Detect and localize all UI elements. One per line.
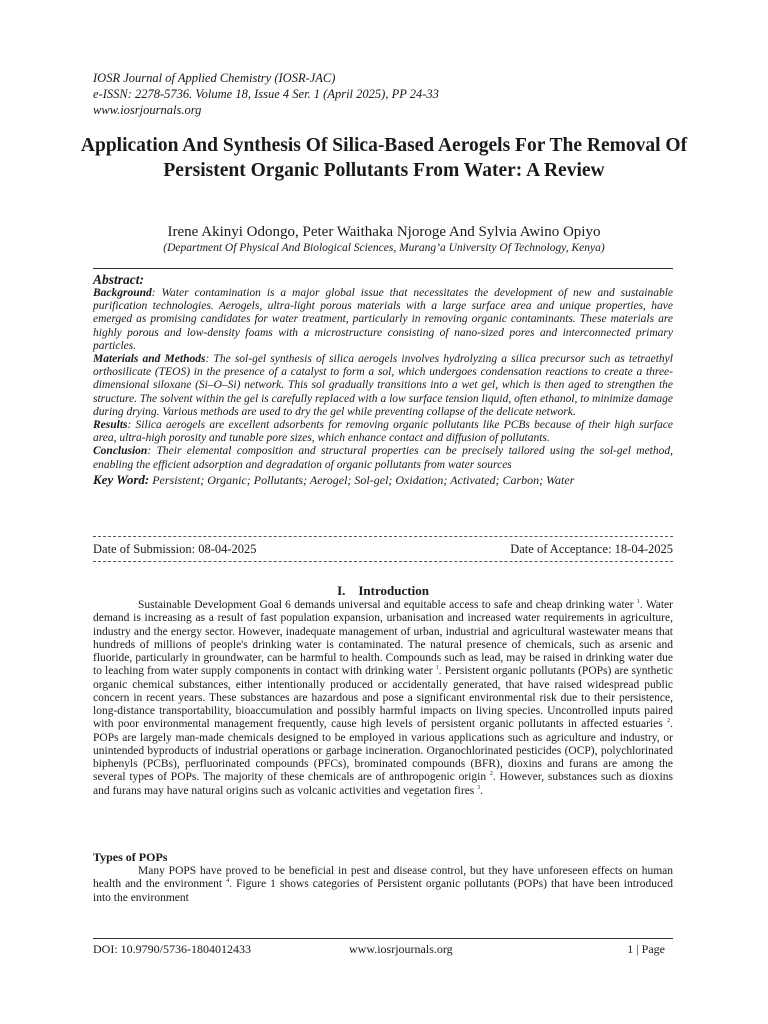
types-text-2: . Figure 1 shows categories of Persistent organic pollutants (POPs) that have been introduced into the environment <box>93 878 673 904</box>
methods-label: Materials and Methods <box>93 353 206 366</box>
types-paragraph <box>93 865 673 905</box>
journal-header <box>93 70 439 118</box>
journal-name: IOSR Journal of Applied Chemistry (IOSR-JAC) <box>93 71 336 85</box>
background-label: Background <box>93 287 152 299</box>
types-of-pops-body <box>93 865 673 905</box>
abstract-results <box>93 419 673 445</box>
keywords-label: Key Word: <box>93 471 150 487</box>
introduction-heading: I. Introduction <box>337 583 429 598</box>
citation-ref: 1 <box>636 599 640 606</box>
abstract-heading: Abstract: <box>93 272 145 287</box>
methods-text: : The sol-gel synthesis of silica aerogels involves hydrolyzing a silica precursor such as tetraethyl orthosilicate (TEOS) in the presence of a catalyst to form a sol, which undergoes condensation reactions to create a three-dimensional siloxane (Si–O–Si) network. This sol gradually transitions into a wet gel, which is then aged to strengthen the structure. The solvent within the gel is carefully replaced with a low surface tension liquid, often ethanol, to minimize damage during drying. Various methods are used to dry the gel while preventing collapse of the delicate network. <box>93 353 673 418</box>
abstract-background <box>93 287 673 353</box>
types-text-1: Many POPS have proved to be beneficial in pest and disease control, but they have unforeseen effects on human health and the environment <box>93 865 673 891</box>
dates-top-divider <box>93 536 673 537</box>
abstract-top-rule <box>93 268 673 269</box>
intro-text-3: . Persistent organic pollutants (POPs) are synthetic organic chemical substances, either intentionally produced or accidentally generated, that have raised widespread public concern in recent years. These substances are hazardous and pose a significant environmental risk due to their persistence, long-distance transportability, bioaccumulation and possibly harmful impacts on living species. Uncontrolled inputs paired with poor environmental management frequently, cause high levels of persistent organic pollutants in affected estuaries <box>93 665 673 731</box>
keywords-line <box>93 473 673 487</box>
background-text: : Water contamination is a major global issue that necessitates the development of new and sustainable purification technologies. Aerogels, ultra-light porous materials with a large surface area and unique properties, have emerged as promising candidates for water treatment, particularly in removing organic contaminants. These materials are highly porous and low-density foams with a microstructure consisting of nano-sized pores and interconnected primary particles. <box>93 287 673 352</box>
intro-text-4: . POPs are largely man-made chemicals designed to be employed in various applications such as agriculture and industry, or unintended byproducts of industrial operations or garbage incineration. Organochlorinated pesticides (OCP), polychlorinated biphenyls (PCBs), perfluorinated compounds (PFCs), brominated compounds (BFR), dioxins and furans are among the several types of POPs. The majority of these chemicals are of anthropogenic origin <box>93 718 673 784</box>
footer-rule <box>93 938 673 939</box>
citation-ref: 2 <box>489 771 493 778</box>
conclusion-label: Conclusion <box>93 445 148 458</box>
citation-ref: 3 <box>477 784 481 791</box>
dates-bottom-divider <box>93 561 673 562</box>
results-label: Results <box>93 419 128 432</box>
keywords-text: Persistent; Organic; Pollutants; Aerogel; Sol-gel; Oxidation; Activated; Carbon; Water <box>149 472 575 487</box>
paper-authors: Irene Akinyi Odongo, Peter Waithaka Njoroge And Sylvia Awino Opiyo <box>167 224 601 240</box>
page-number: 1 | Page <box>627 942 665 956</box>
conclusion-text: : Their elemental composition and structural properties can be precisely tailored using the sol-gel method, enabling the efficient adsorption and degradation of organic pollutants from water sources <box>93 445 673 471</box>
submission-date: Date of Submission: 08-04-2025 <box>93 542 257 556</box>
results-text: : Silica aerogels are excellent adsorbents for removing organic pollutants like PCBs because of their high surface area, ultra-high porosity and tunable pore sizes, which enhance contact and diffusion of pollutants. <box>93 419 673 445</box>
intro-text-5: . However, substances such as dioxins and furans may have natural origins such as volcanic activities and vegetation fires <box>93 771 673 797</box>
intro-text-6: . <box>480 784 484 797</box>
abstract-block <box>93 272 673 487</box>
citation-ref: 2 <box>667 718 671 725</box>
journal-issn: e-ISSN: 2278-5736. Volume 18, Issue 4 Ser. 1 (April 2025), PP 24-33 <box>93 87 439 101</box>
types-of-pops-heading: Types of POPs <box>93 850 168 864</box>
abstract-conclusion <box>93 445 673 471</box>
intro-text-2: . Water demand is increasing as a result of fast population expansion, urbanisation and increased water requirements in agriculture, industry and the energy sector. However, inadequate management of urban, industrial and agricultural wastewater means that hundreds of millions of people's drinking water is contaminated. The natural presence of chemicals, such as arsenic and fluoride, particularly in groundwater, can be harmful to health. Compounds such as lead, may be raised in drinking water due to leaching from water supply components in contact with drinking water <box>93 599 673 678</box>
paper-title: Application And Synthesis Of Silica-Based Aerogels For The Removal Of Persistent Organic Pollutants From Water: A Review <box>80 135 688 181</box>
footer-doi: DOI: 10.9790/5736-1804012433 <box>93 942 251 956</box>
journal-website: www.iosrjournals.org <box>93 103 202 117</box>
intro-text-1: Sustainable Development Goal 6 demands universal and equitable access to safe and cheap drinking water <box>138 599 637 611</box>
citation-ref: 1 <box>435 665 439 672</box>
abstract-methods <box>93 353 673 419</box>
introduction-body <box>93 599 673 798</box>
acceptance-date: Date of Acceptance: 18-04-2025 <box>510 542 673 556</box>
introduction-paragraph <box>93 599 673 798</box>
author-affiliation: (Department Of Physical And Biological Sciences, Murang’a University Of Technology, Kenya) <box>163 242 605 254</box>
footer-website: www.iosrjournals.org <box>349 942 453 956</box>
citation-ref: 4 <box>226 878 230 885</box>
